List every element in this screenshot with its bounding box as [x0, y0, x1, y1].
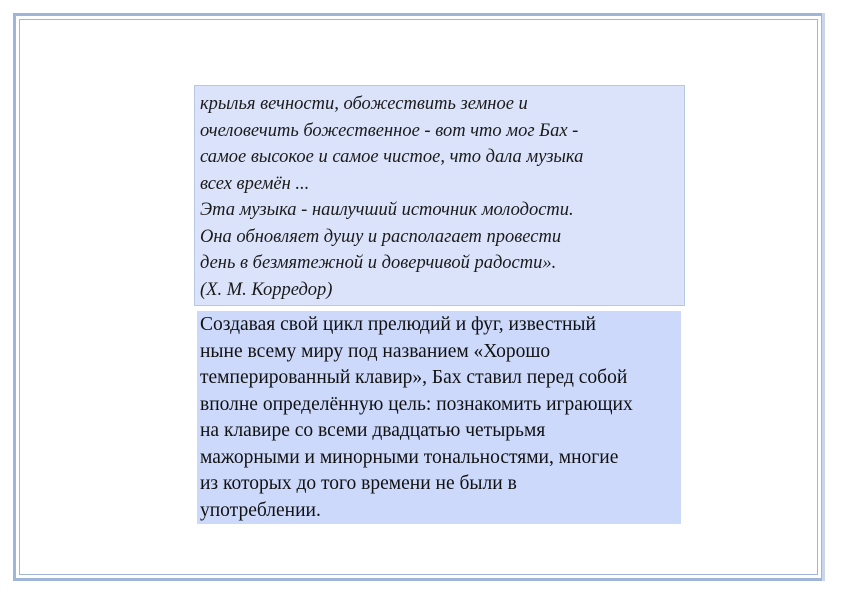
body-line: темперированный клавир», Бах ставил перед собой	[200, 367, 628, 388]
quote-line: Эта музыка - наилучший источник молодости.	[200, 200, 574, 220]
body-line: на клавире со всеми двадцатью четырьмя	[200, 420, 546, 441]
quote-line: всех времён ...	[200, 173, 310, 194]
quote-line: Она обновляет душу и располагает провести	[200, 226, 562, 247]
quote-attribution: (Х. М. Корредор)	[200, 279, 333, 300]
body-line: вполне определённую цель: познакомить играющих	[200, 393, 633, 415]
quote-line: день в безмятежной и доверчивой радости».	[200, 253, 557, 273]
body-line: Создавая свой цикл прелюдий и фуг, известный	[200, 314, 596, 335]
body-line: употреблении.	[200, 499, 321, 521]
quote-line: очеловечить божественное - вот что мог Бах -	[200, 120, 579, 141]
body-line: мажорными и минорными тональностями, многие	[200, 446, 619, 468]
body-line: из которых до того времени не были в	[200, 473, 517, 494]
body-line: ныне всему миру под названием «Хорошо	[200, 340, 551, 362]
quote-line: крылья вечности, обожествить земное и	[200, 94, 528, 114]
quote-line: самое высокое и самое чистое, что дала музыка	[200, 147, 584, 167]
body-text-box	[197, 311, 681, 524]
slide-frame-accent	[822, 13, 825, 581]
quote-text-box	[194, 85, 685, 306]
